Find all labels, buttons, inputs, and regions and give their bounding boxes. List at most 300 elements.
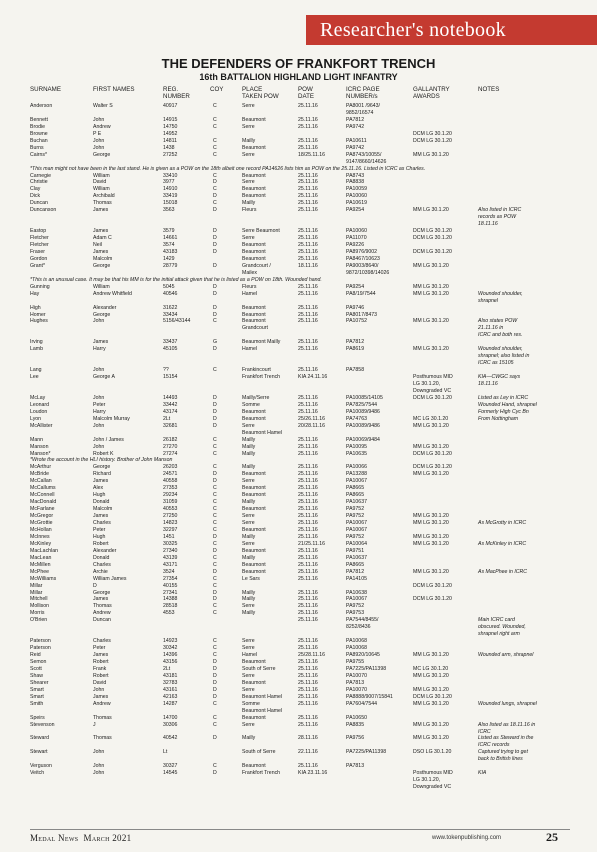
first-names-cell: Archie [93,568,108,575]
icrc-cell: PA8/19/7544 [346,290,376,297]
first-names-cell: James [93,339,109,346]
coy-cell: C [213,645,217,652]
surname-cell: Paterson [30,638,51,645]
surname-cell: McWilliams [30,575,57,582]
coy-cell: D [213,394,217,401]
gallantry-cell: DCM LG 30.1.20 [413,450,452,457]
first-names-cell: Hugh [93,533,106,540]
pow-date-cell: 25.11.16 [298,492,318,499]
icrc-cell: PA8743 [346,172,365,179]
header-surname: SURNAME [30,86,61,93]
reg-number-cell: 40558 [163,478,178,485]
gallantry-cell: MM LG 30.1.20 [413,686,449,693]
surname-cell: Leonard [30,401,50,408]
place-cell: South of Serre [242,665,276,672]
header-gallantry: GALLANTRY AWARDS [413,86,450,100]
surname-cell: Carnegie [30,172,52,179]
place-cell: Serre [242,478,255,485]
surname-cell: Smart [30,693,44,700]
place-cell: Mailex [242,269,257,276]
surname-cell: Reid [30,652,41,659]
reg-number-cell: 40917 [163,103,178,109]
pow-date-cell: 25.11.16 [298,610,318,617]
reg-number-cell: 1429 [163,255,175,262]
place-cell: Serre [242,103,255,109]
icrc-cell: PA7604/7544 [346,700,378,707]
icrc-cell: PA10066 [346,464,367,471]
first-names-cell: P E [93,130,102,137]
coy-cell: C [213,520,217,526]
icrc-cell: PA8619 [346,346,365,353]
pow-date-cell: 25.11.16 [298,686,318,693]
reg-number-cell: 5045 [163,283,175,290]
pow-date-cell: 25.11.16 [298,700,318,707]
first-names-cell: Thomas [93,714,112,721]
coy-cell: D [213,415,217,422]
surname-cell: McConnell [30,492,55,499]
place-cell: Beaumont [242,318,266,325]
reg-number-cell: 14915 [163,116,178,123]
coy-cell: C [213,443,217,450]
coy-cell: C [213,172,217,179]
icrc-cell: PA7544/8455/ [346,617,379,624]
icrc-cell: PA10070 [346,686,367,693]
icrc-cell: PA10068 [346,645,367,652]
reg-number-cell: 26182 [163,436,178,443]
icrc-cell: PA8467/10623 [346,255,380,262]
place-cell: Mailly [242,610,256,617]
coy-cell: C [213,116,217,123]
gallantry-cell: MM LG 30.1.20 [413,540,449,547]
surname-cell: Shaw [30,672,43,679]
footnote-text: *This is an unusual case. It may be that his MM is for the initial attack given that he is listed as a POW on 18th. Wounded hand. [30,276,322,283]
surname-cell: McPhee [30,568,50,575]
surname-cell: Christie [30,179,48,186]
pow-date-cell: 25.11.16 [298,721,318,728]
coy-cell: C [213,575,217,582]
surname-cell: McCallan [30,478,52,485]
reg-number-cell: 31622 [163,304,178,311]
first-names-cell: James [93,478,109,485]
surname-cell: Irving [30,339,43,346]
place-cell: Mailly [242,533,256,540]
icrc-cell: PA9752 [346,513,365,520]
pow-date-cell: 25.11.16 [298,561,318,568]
gallantry-cell: Downgraded VC [413,784,452,791]
icrc-cell: PA9254 [346,283,365,290]
pow-date-cell: 25.11.16 [298,617,318,624]
pow-date-cell: 28.11.16 [298,735,318,742]
gallantry-cell: MC LG 30.1.20 [413,665,449,672]
notes-cell: 21.11.16 in [478,325,504,332]
icrc-cell: PA10060 [346,228,367,235]
icrc-cell: PA8017/8473 [346,311,378,318]
pow-date-cell: 18.11.16 [298,262,318,269]
icrc-cell: PA7812 [346,568,365,575]
reg-number-cell: 40155 [163,582,178,589]
reg-number-cell: 43181 [163,672,178,679]
notes-cell: As McKinley in ICRC [478,540,527,547]
surname-cell: Lee [30,374,39,381]
first-names-cell: J [93,721,96,728]
pow-date-cell: 25.11.16 [298,659,318,665]
icrc-cell: PA10089/9486 [346,422,380,429]
coy-cell: C [213,144,217,151]
reg-number-cell: 3524 [163,568,175,575]
coy-cell: C [213,200,217,207]
first-names-cell: D [93,582,97,589]
place-cell: Serre [242,645,255,652]
icrc-cell: PA9254 [346,207,365,214]
place-cell: Beaumont [242,193,266,200]
first-names-cell: Peter [93,401,106,408]
pow-date-cell: 25.11.16 [298,499,318,506]
gallantry-cell: MM LG 30.1.20 [413,652,449,659]
reg-number-cell: 40553 [163,506,178,513]
first-names-cell: William James [93,575,127,582]
surname-cell: McMillen [30,561,51,568]
reg-number-cell: 45105 [163,346,178,353]
surname-cell: McLay [30,394,46,401]
surname-cell: Millar [30,582,43,589]
icrc-cell: PA7225/PA11398 [346,749,387,756]
surname-cell: MacLean [30,554,52,561]
place-cell: Frankincourt [242,367,271,374]
icrc-cell: PA10089/9486 [346,408,380,415]
surname-cell: McGrottie [30,520,53,526]
reg-number-cell: 14396 [163,652,178,659]
first-names-cell: Andrew [93,123,111,130]
gallantry-cell: MM LG 30.1.20 [413,533,449,540]
surname-cell: Lamb [30,346,43,353]
first-names-cell: Neil [93,242,102,248]
coy-cell: G [213,339,218,346]
icrc-cell: PA10637 [346,554,367,561]
notes-cell: Also states POW [478,318,518,325]
gallantry-cell: LG 30.1.20, [413,381,441,387]
place-cell: Mailly [242,137,256,144]
pow-date-cell: 25.11.16 [298,513,318,520]
pow-date-cell: 25.11.16 [298,547,318,554]
pow-date-cell: 25.11.16 [298,672,318,679]
surname-cell: High [30,304,41,311]
reg-number-cell: 14823 [163,520,178,526]
pow-date-cell: 25.11.16 [298,228,318,235]
reg-number-cell: 27274 [163,450,178,457]
reg-number-cell: ?? [163,367,169,374]
icrc-cell: PA9742 [346,123,365,130]
gallantry-cell: DCM LG 30.1.20 [413,137,452,144]
pow-date-cell: 25.11.16 [298,103,318,109]
place-cell: Beaumont [242,714,266,721]
surname-cell: Steward [30,735,50,742]
gallantry-cell: MM LG 30.1.20 [413,513,449,520]
coy-cell: C [213,763,217,770]
reg-number-cell: 14910 [163,186,178,193]
notes-cell: Wounded lungs, shrapnel [478,700,537,707]
icrc-cell: PA10067 [346,520,367,526]
place-cell: Mailly [242,436,256,443]
notes-cell: Wounded arm, shrapnel [478,652,534,659]
pow-date-cell: 25.11.16 [298,401,318,408]
reg-number-cell: 43156 [163,659,178,665]
place-cell: Beaumont [242,506,266,513]
icrc-cell: PA8888/9007/15841 [346,693,393,700]
coy-cell: D [213,179,217,186]
pow-date-cell: 25.11.16 [298,575,318,582]
coy-cell: D [213,547,217,554]
icrc-cell: PA9003/8640/ [346,262,379,269]
reg-number-cell: 5156/43144 [163,318,191,325]
surname-cell: Hughes [30,318,48,325]
icrc-cell: PA10070 [346,672,367,679]
icrc-cell: PA8920/10645 [346,652,380,659]
surname-cell: Fletcher [30,242,49,248]
place-cell: Fleurs [242,207,257,214]
surname-cell: McBride [30,471,50,478]
place-cell: Grandcourt [242,325,268,332]
coy-cell: D [213,290,217,297]
notes-cell: obscured. Wounded, [478,624,526,631]
first-names-cell: James [93,248,109,255]
pow-date-cell: 18/25.11.16 [298,151,326,158]
icrc-cell: 8252/8436 [346,624,371,631]
first-names-cell: James [93,513,109,520]
gallantry-cell: DCM LG 30.1.20 [413,394,452,401]
place-cell: Serre Beaumont [242,228,280,235]
first-names-cell: John [93,770,105,777]
surname-cell: Manson [30,443,49,450]
surname-cell: Verguson [30,763,52,770]
pow-date-cell: 25.11.16 [298,394,318,401]
notes-cell: ICRC records [478,742,510,749]
place-cell: Serre [242,686,255,693]
gallantry-cell: Posthumous MID [413,770,453,777]
surname-cell: Lang [30,367,42,374]
pow-date-cell: 25.11.16 [298,304,318,311]
notes-cell: KIA [478,770,487,777]
place-cell: Beaumont [242,242,266,248]
place-cell: Mailly [242,464,256,471]
issue-date: March 2021 [83,833,132,843]
pow-date-cell: 25.11.16 [298,255,318,262]
surname-cell: Duncanson [30,207,57,214]
surname-cell: Anderson [30,103,53,109]
first-names-cell: Malcolm Murray [93,415,130,422]
pow-date-cell: 25.11.16 [298,339,318,346]
reg-number-cell: 15154 [163,374,178,381]
surname-cell: Clay [30,186,41,193]
reg-number-cell: 14545 [163,770,178,777]
place-cell: Fleurs [242,283,257,290]
icrc-cell: PA9752 [346,603,365,610]
icrc-cell: PA10069/9484 [346,436,380,443]
coy-cell: C [213,506,217,513]
gallantry-cell: MM LG 30.1.20 [413,422,449,429]
notes-cell: shrapnel; also listed in [478,353,530,360]
surname-cell: Browne [30,130,48,137]
pow-date-cell: KIA 23.11.16 [298,770,328,777]
surname-cell: Paterson [30,645,51,652]
coy-cell: C [213,603,217,610]
icrc-cell: PA8835 [346,721,365,728]
first-names-cell: William [93,283,110,290]
coy-cell: C [213,151,217,158]
place-cell: Hamel [242,346,257,353]
icrc-cell: PA9756 [346,735,365,742]
reg-number-cell: 27353 [163,485,178,492]
surname-cell: McFarlane [30,506,55,513]
surname-cell: Smith [30,700,44,707]
surname-cell: Stevenson [30,721,55,728]
first-names-cell: Robert [93,659,109,665]
surname-cell: Mollison [30,603,50,610]
place-cell: Serre [242,721,255,728]
reg-number-cell: 32681 [163,422,178,429]
pow-date-cell: 25.11.16 [298,554,318,561]
icrc-cell: PA74763 [346,415,367,422]
icrc-cell: PA7813 [346,763,365,770]
pow-date-cell: 25.11.16 [298,763,318,770]
first-names-cell: James [93,207,109,214]
first-names-cell: Alexander [93,304,117,311]
pow-date-cell: 25.11.16 [298,533,318,540]
reg-number-cell: 14287 [163,700,178,707]
reg-number-cell: 14811 [163,137,178,144]
header-place: PLACE TAKEN POW [242,86,279,100]
coy-cell: C [213,450,217,457]
pow-date-cell: 25.11.16 [298,693,318,700]
gallantry-cell: MM LG 30.1.20 [413,207,449,214]
place-cell: Beaumont [242,172,266,179]
first-names-cell: Charles [93,638,111,645]
first-names-cell: Andrew [93,610,111,617]
reg-number-cell: 14923 [163,638,178,645]
pow-date-cell: 25.11.16 [298,714,318,721]
gallantry-cell: MC LG 30.1.20 [413,415,449,422]
notes-cell: 18.11.16 [478,221,498,228]
icrc-cell: PA9751 [346,547,365,554]
icrc-cell: PA10619 [346,200,367,207]
icrc-cell: PA10067 [346,596,367,603]
place-cell: Mailly [242,596,256,603]
first-names-cell: Archibald [93,193,115,200]
reg-number-cell: 14952 [163,130,178,137]
icrc-cell: PA7225/PA11398 [346,665,387,672]
pow-date-cell: 25.11.16 [298,645,318,652]
reg-number-cell: 29234 [163,492,178,499]
first-names-cell: Malcolm [93,255,113,262]
notes-cell: records as POW [478,214,517,221]
place-cell: Beaumont [242,311,266,318]
surname-cell: Eastop [30,228,47,235]
reg-number-cell: 27250 [163,513,178,520]
reg-number-cell: 27341 [163,589,178,596]
icrc-cell: PA11070 [346,235,367,242]
surname-cell: Lyon [30,415,42,422]
icrc-cell: PA14105 [346,575,367,582]
first-names-cell: Charles [93,520,111,526]
coy-cell: C [213,485,217,492]
icrc-cell: PA10752 [346,318,367,325]
gallantry-cell: LG 30.1.20, [413,777,441,784]
place-cell: Beaumont [242,547,266,554]
notes-cell: Also listed as 18.11.16 in [478,721,536,728]
reg-number-cell: 28779 [163,262,178,269]
reg-number-cell: 1451 [163,533,175,540]
reg-number-cell: 43174 [163,408,178,415]
coy-cell: C [213,318,217,325]
first-names-cell: James [93,652,109,659]
pow-date-cell: 25.11.16 [298,283,318,290]
gallantry-cell: MM LG 30.1.20 [413,700,449,707]
pow-date-cell: 25.11.16 [298,179,318,186]
gallantry-cell: MM LG 30.1.20 [413,721,449,728]
page-number: 25 [546,830,558,844]
first-names-cell: Malcolm [93,506,113,513]
coy-cell: C [213,499,217,506]
reg-number-cell: 4553 [163,610,175,617]
place-cell: Mailly [242,450,256,457]
surname-cell: Fraser [30,248,45,255]
gallantry-cell: DCM LG 30.1.20 [413,248,452,255]
icrc-cell: PA7812 [346,339,365,346]
first-names-cell: David [93,679,107,686]
coy-cell: C [213,554,217,561]
notes-cell: Listed as Ley in ICRC [478,394,529,401]
gallantry-cell: MM LG 30.1.20 [413,520,449,526]
place-cell: Mailly [242,499,256,506]
first-names-cell: Adam C [93,235,112,242]
first-names-cell: John [93,686,105,693]
icrc-cell: 9872/10398/14026 [346,269,390,276]
place-cell: Serre [242,672,255,679]
surname-cell: Buchan [30,137,48,144]
icrc-cell: 9147/8660/14626 [346,158,387,165]
first-names-cell: John [93,144,105,151]
pow-date-cell: 25.11.16 [298,436,318,443]
coy-cell: C [213,103,217,109]
place-cell: Serre [242,520,255,526]
surname-cell: Veitch [30,770,45,777]
gallantry-cell: MM LG 30.1.20 [413,290,449,297]
notes-cell: Wounded shoulder, [478,290,523,297]
reg-number-cell: 43139 [163,554,178,561]
icrc-cell: PA9742 [346,144,365,151]
first-names-cell: Duncan [93,617,111,624]
pow-date-cell: 25.11.16 [298,568,318,575]
surname-cell: McKinley [30,540,52,547]
gallantry-cell: MM LG 30.1.20 [413,443,449,450]
notes-cell: Wounded shoulder, [478,346,523,353]
coy-cell: D [213,471,217,478]
coy-cell: C [213,436,217,443]
surname-cell: Homer [30,311,46,318]
pow-date-cell: 25.11.16 [298,367,318,374]
first-names-cell: John [93,763,105,770]
first-names-cell: William [93,172,110,179]
surname-cell: McCallums [30,485,56,492]
pow-date-cell: 25.11.16 [298,408,318,415]
pow-date-cell: 20/28.11.16 [298,422,326,429]
icrc-cell: PA9755 [346,659,365,665]
icrc-cell: PA10060 [346,193,367,200]
coy-cell: D [213,693,217,700]
pow-date-cell: 25.11.16 [298,638,318,645]
first-names-cell: James [93,228,109,235]
icrc-cell: PA13288 [346,471,367,478]
place-cell: Serre [242,151,255,158]
